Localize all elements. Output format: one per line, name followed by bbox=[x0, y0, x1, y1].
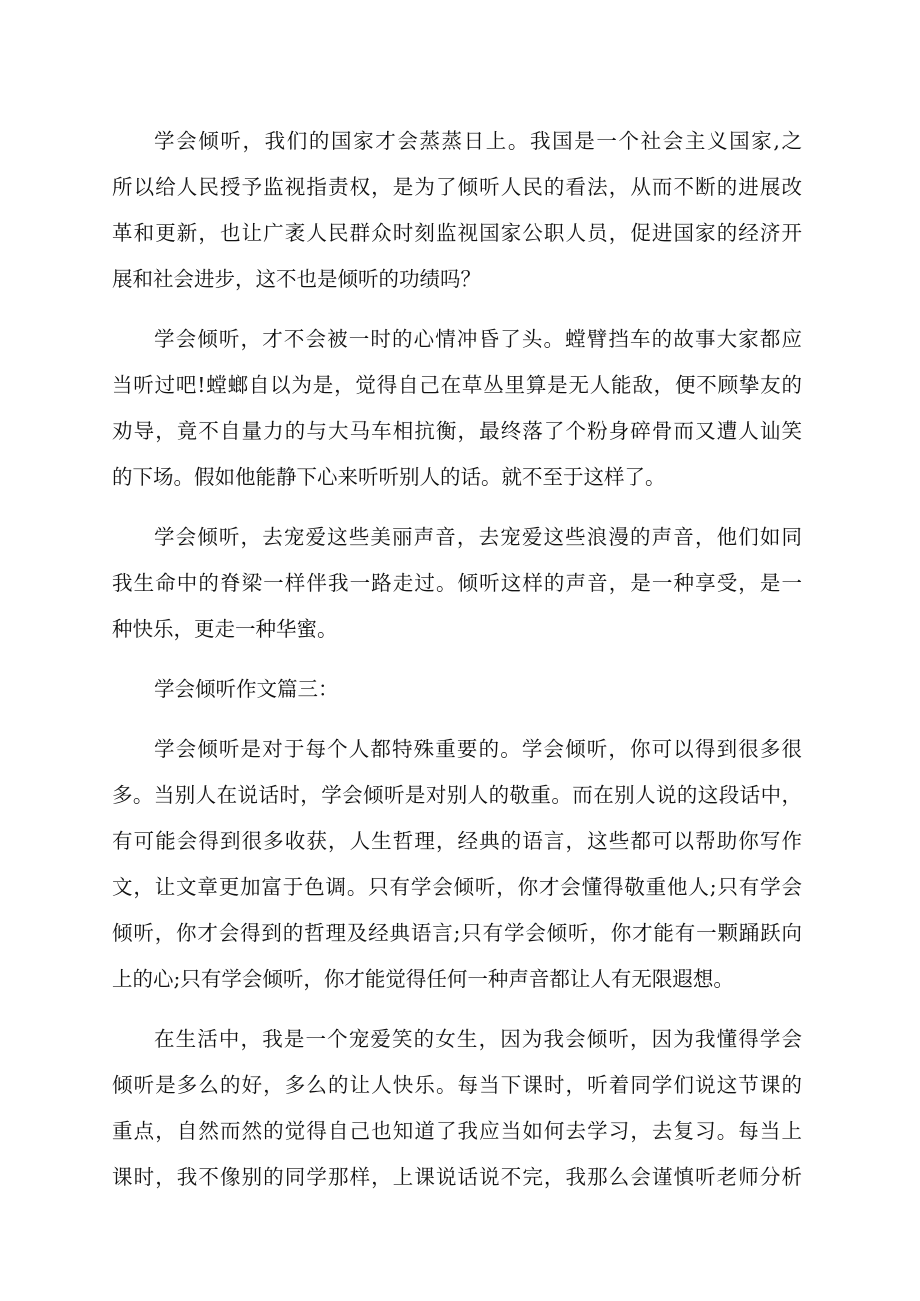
paragraph-1 bbox=[112, 118, 802, 302]
paragraph-5 bbox=[112, 1016, 802, 1200]
text-line: 文，让文章更加富于色调。只有学会倾听，你才会懂得敬重他人;只有学会 bbox=[112, 875, 802, 899]
document-page bbox=[112, 118, 802, 1214]
paragraph-2 bbox=[112, 316, 802, 500]
text-line: 学会倾听，才不会被一时的心情冲昏了头。螳臂挡车的故事大家都应 bbox=[154, 327, 802, 351]
text-line: 学会倾听，去宠爱这些美丽声音，去宠爱这些浪漫的声音，他们如同 bbox=[154, 525, 802, 549]
text-line: 倾听是多么的好，多么的让人快乐。每当下课时，听着同学们说这节课的 bbox=[112, 1073, 802, 1097]
text-line: 课时，我不像别的同学那样，上课说话说不完，我那么会谨慎听老师分析 bbox=[112, 1165, 802, 1189]
text-line: 的下场。假如他能静下心来听听别人的话。就不至于这样了。 bbox=[112, 465, 666, 489]
text-line: 所以给人民授予监视指责权，是为了倾听人民的看法，从而不断的进展改 bbox=[112, 175, 802, 199]
text-line: 在生活中，我是一个宠爱笑的女生，因为我会倾听，因为我懂得学会 bbox=[154, 1027, 802, 1051]
section-heading bbox=[112, 666, 802, 712]
text-line: 学会倾听，我们的国家才会蒸蒸日上。我国是一个社会主义国家,之 bbox=[154, 129, 802, 153]
text-line: 革和更新，也让广袤人民群众时刻监视国家公职人员，促进国家的经济开 bbox=[112, 221, 802, 245]
text-line: 上的心;只有学会倾听，你才能觉得任何一种声音都让人有无限遐想。 bbox=[112, 967, 734, 991]
paragraph-4 bbox=[112, 726, 802, 1002]
text-line: 当听过吧!螳螂自以为是，觉得自己在草丛里算是无人能敌，便不顾挚友的 bbox=[112, 373, 802, 397]
heading-text: 学会倾听作文篇三： bbox=[154, 677, 339, 701]
text-line: 有可能会得到很多收获，人生哲理，经典的语言，这些都可以帮助你写作 bbox=[112, 829, 802, 853]
paragraph-3 bbox=[112, 514, 802, 652]
text-line: 劝导，竟不自量力的与大马车相抗衡，最终落了个粉身碎骨而又遭人讪笑 bbox=[112, 419, 802, 443]
text-line: 多。当别人在说话时，学会倾听是对别人的敬重。而在别人说的这段话中， bbox=[112, 783, 802, 807]
text-line: 我生命中的脊梁一样伴我一路走过。倾听这样的声音，是一种享受，是一 bbox=[112, 571, 802, 595]
text-line: 倾听，你才会得到的哲理及经典语言;只有学会倾听，你才能有一颗踊跃向 bbox=[112, 921, 802, 945]
text-line: 重点，自然而然的觉得自己也知道了我应当如何去学习，去复习。每当上 bbox=[112, 1119, 802, 1143]
text-line: 展和社会进步，这不也是倾听的功绩吗？ bbox=[112, 267, 481, 291]
text-line: 学会倾听是对于每个人都特殊重要的。学会倾听，你可以得到很多很 bbox=[154, 737, 802, 761]
text-line: 种快乐，更走一种华蜜。 bbox=[112, 617, 338, 641]
